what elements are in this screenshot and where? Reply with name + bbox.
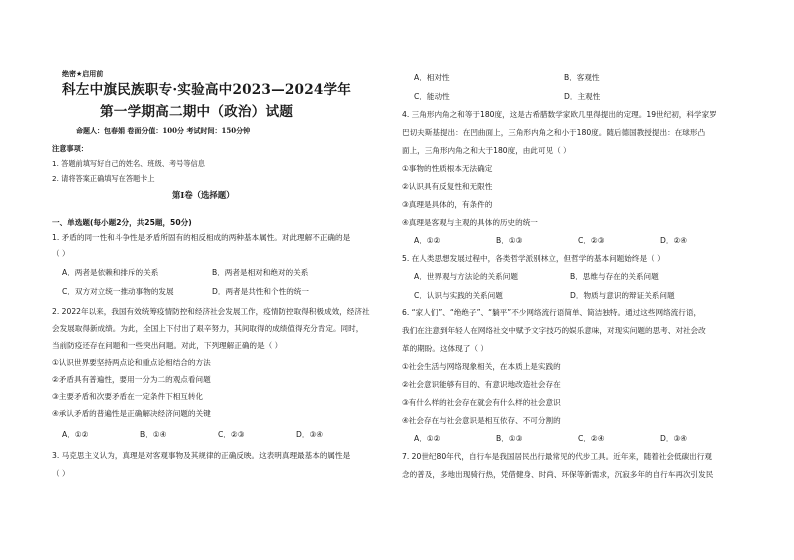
q4-line-2: 巴切夫斯基提出：在凹曲面上，三角形内角之和小于180度。随后德国教授提出：在球形凸 [402, 128, 706, 137]
q2-line-2: 会发展取得新成绩。为此，全国上下付出了艰辛努力，其间取得的成绩值得充分肯定。同时， [52, 324, 364, 333]
q3-line-2: （ ） [52, 469, 70, 478]
q4-line-7: ④真理是客观与主观的具体的历史的统一 [402, 218, 538, 227]
q3-option-d[interactable]: D．主观性 [564, 92, 601, 101]
exam-title-line1: 科左中旗民族职专·实验高中2023—2024学年 [62, 82, 352, 98]
q4-line-4: ①事物的性质根本无法确定 [402, 164, 493, 173]
q2-line-3: 当前防疫还存在问题和一些突出问题。对此，下列理解正确的是（ ） [52, 341, 283, 350]
q4-option-c[interactable]: C．②③ [578, 236, 605, 245]
q5-option-b[interactable]: B．思维与存在的关系问题 [570, 272, 659, 281]
q3-option-b[interactable]: B．客观性 [564, 73, 600, 82]
q1-option-a[interactable]: A．两者是依赖和排斥的关系 [62, 268, 159, 277]
note-item-1: 1. 答题前填写好自己的姓名、班级、考号等信息 [52, 159, 205, 168]
q2-option-c[interactable]: C．②③ [218, 430, 245, 439]
q5-option-a[interactable]: A．世界观与方法论的关系问题 [414, 272, 518, 281]
q3-option-c[interactable]: C．能动性 [414, 92, 450, 101]
q4-option-b[interactable]: B．①③ [496, 236, 523, 245]
q2-line-5: ②矛盾具有普遍性，要用一分为二的观点看问题 [52, 375, 211, 384]
q6-option-c[interactable]: C．②④ [578, 434, 605, 443]
q2-line-1: 2. 2022年以来，我国有效统筹疫情防控和经济社会发展工作，疫情防控取得积极成效，经济社 [52, 307, 370, 316]
q6-line-3: 革的期盼。这体现了（ ） [402, 344, 488, 353]
q1-option-b[interactable]: B．两者是相对和绝对的关系 [212, 268, 309, 277]
q2-option-a[interactable]: A．①② [62, 430, 89, 439]
note-item-2: 2. 请将答案正确填写在答题卡上 [52, 174, 155, 183]
q6-option-d[interactable]: D．③④ [660, 434, 688, 443]
section-title: 第Ⅰ卷（选择题） [172, 190, 235, 200]
q6-line-2: 我们在注意到年轻人在网络社交中赋予文字技巧的娱乐意味，对现实问题的思考、对社会改 [402, 326, 706, 335]
q5-option-d[interactable]: D．物质与意识的辩证关系问题 [570, 291, 675, 300]
q1-line-1: 1. 矛盾的同一性和斗争性是矛盾所固有的相反相成的两种基本属性。对此理解不正确的是 [52, 233, 351, 242]
q6-line-6: ③有什么样的社会存在就会有什么样的社会意识 [402, 398, 561, 407]
q2-line-7: ④承认矛盾的普遍性是正确解决经济问题的关键 [52, 409, 211, 418]
exam-title-line2: 第一学期高二期中（政治）试题 [100, 104, 294, 120]
q2-option-d[interactable]: D．③④ [296, 430, 324, 439]
q6-option-a[interactable]: A．①② [414, 434, 441, 443]
q6-option-b[interactable]: B．①③ [496, 434, 523, 443]
q2-option-b[interactable]: B．①④ [140, 430, 167, 439]
q7-line-2: 念的普及，多地出现骑行热，凭借健身、时尚、环保等新需求，沉寂多年的自行车再次引发民 [402, 470, 714, 479]
q1-option-d[interactable]: D．两者是共性和个性的统一 [212, 287, 309, 296]
q1-option-c[interactable]: C．双方对立统一推动事物的发展 [62, 287, 174, 296]
q4-option-d[interactable]: D．②④ [660, 236, 688, 245]
q4-line-1: 4. 三角形内角之和等于180度，这是古希腊数学家欧几里得提出的定理。19世纪初，科学家罗 [402, 110, 717, 119]
notes-heading: 注意事项： [52, 144, 88, 153]
q4-line-3: 面上，三角形内角之和大于180度，由此可见（ ） [402, 146, 571, 155]
q4-line-6: ③真理是具体的，有条件的 [402, 200, 493, 209]
q5-option-c[interactable]: C．认识与实践的关系问题 [414, 291, 503, 300]
q4-option-a[interactable]: A．①② [414, 236, 441, 245]
secret-mark: 绝密★启用前 [62, 70, 104, 78]
q2-line-6: ③主要矛盾和次要矛盾在一定条件下相互转化 [52, 392, 204, 401]
q5-line-1: 5. 在人类思想发展过程中，各类哲学派别林立，但哲学的基本问题始终是（ ） [402, 254, 665, 263]
q4-line-5: ②认识具有反复性和无限性 [402, 182, 493, 191]
q3-line-1: 3. 马克思主义认为，真理是对客观事物及其规律的正确反映。这表明真理最基本的属性是 [52, 451, 351, 460]
part-title: 一、单选题(每小题2分，共25题，50分) [52, 218, 192, 227]
exam-meta: 命题人：包春娟 卷面分值：100分 考试时间：150分钟 [76, 126, 251, 135]
q6-line-7: ④社会存在与社会意识是相互依存、不可分割的 [402, 416, 561, 425]
q6-line-1: 6. “家人们”、“绝绝子”、“躺平”不少网络流行语简单、简洁独特。通过这些网络流行语， [402, 308, 702, 317]
q6-line-4: ①社会生活与网络现象相关，在本质上是实践的 [402, 362, 561, 371]
q2-line-4: ①认识世界要坚持两点论和重点论相结合的方法 [52, 358, 211, 367]
q3-option-a[interactable]: A．相对性 [414, 73, 450, 82]
q1-line-2: （ ） [52, 249, 70, 258]
q7-line-1: 7. 20世纪80年代，自行车是我国居民出行最常见的代步工具。近年来，随着社会低碳出行观 [402, 452, 712, 461]
q6-line-5: ②社会意识能够有目的、有意识地改造社会存在 [402, 380, 561, 389]
